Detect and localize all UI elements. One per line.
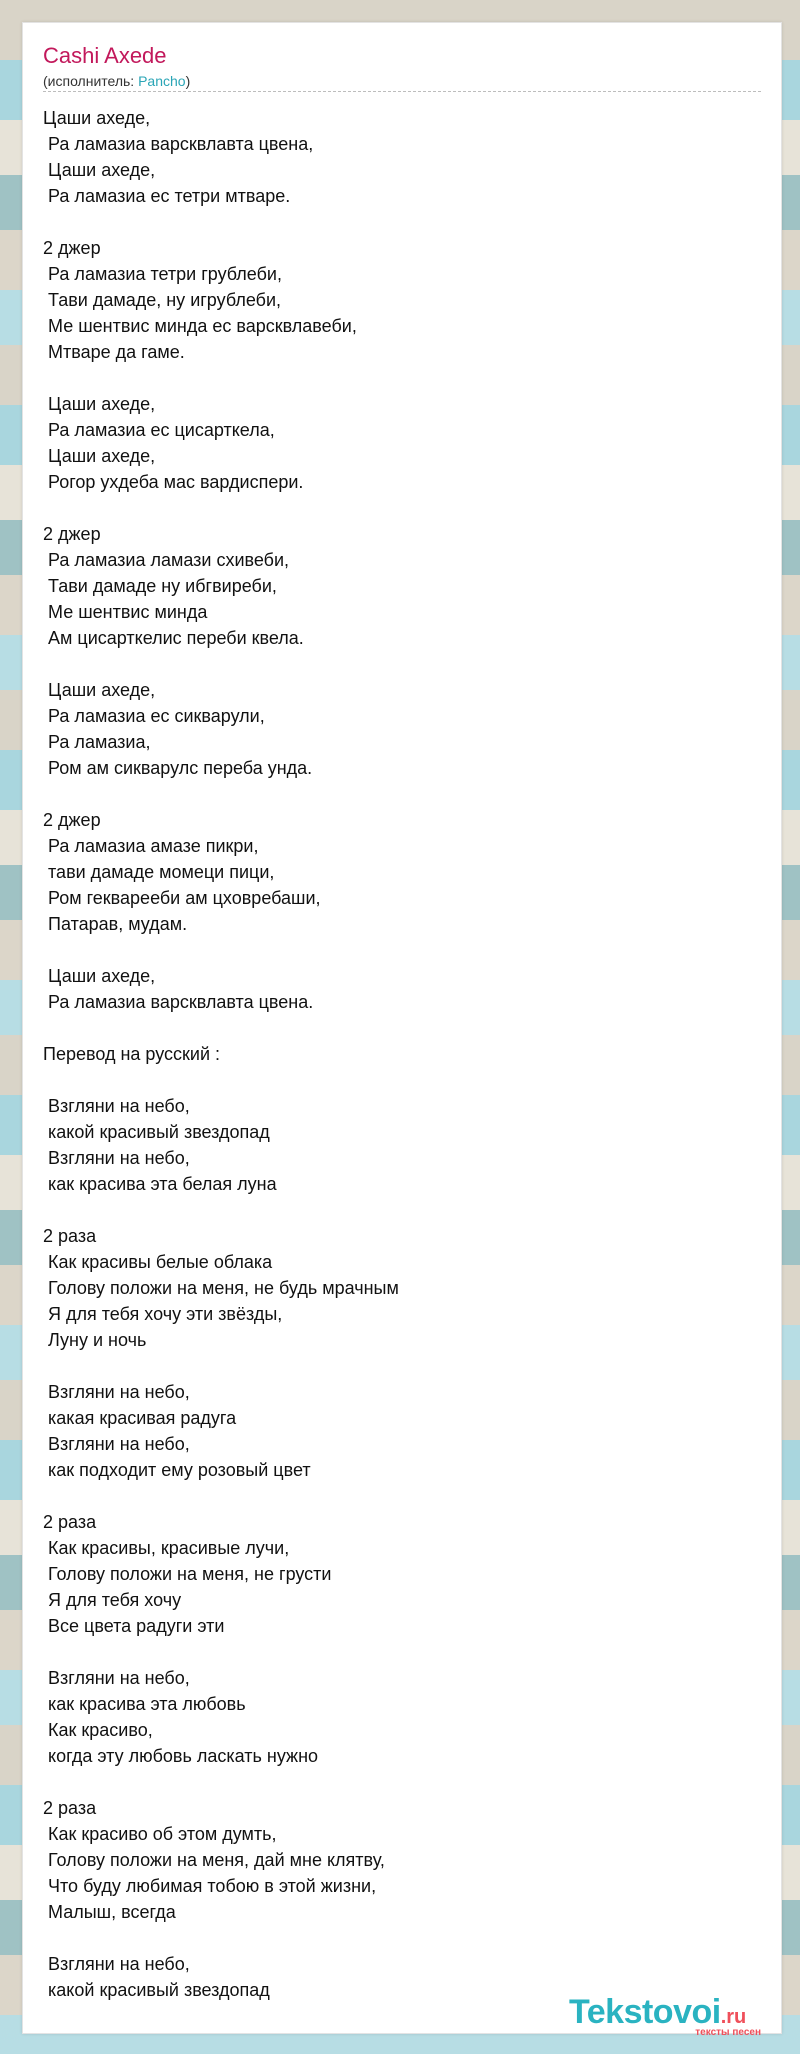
logo-tagline: тексты песен [695, 2027, 761, 2038]
logo-main-text: Tekstovoi [569, 1993, 721, 2031]
logo-suffix-text: .ru [720, 2006, 747, 2028]
artist-prefix: (исполнитель: [43, 73, 139, 89]
lyrics-text: Цаши ахеде, Ра ламазиа варсквлавта цвена, Цаши ахеде, Ра ламазиа ес тетри мтваре. 2 джер Ра ламазиа тетри грублеби, Тави дамаде, ну игрублеби, Ме шентвис минда ес варсквлавеби, Мтваре да гаме. Цаши ахеде, Ра ламазиа ес цисарткела, Цаши ахеде, Рогор ухдеба мас вардиспери. 2 джер Ра ламазиа ламази схивеби, Тави дамаде ну ибгвиреби, Ме шентвис минда Ам цисарткелис переби квела. Цаши ахеде, Ра ламазиа ес сикварули, Ра ламазиа, Ром ам сикварулс переба унда. 2 джер Ра ламазиа амазе пикри, тави дамаде момеци пици, Ром гекварееби ам цховребаши, Патарав, мудам. Цаши ахеде, Ра ламазиа варсквлавта цвена. Перевод на русский : Взгляни на небо, какой красивый звездопад Взгляни на небо, как красива эта белая луна 2 раза Как красивы белые облака Голову положи на меня, не будь мрачным Я для тебя хочу эти звёзды, Луну и ночь Взгляни на небо, какая красивая радуга Взгляни на небо, как подходит ему розовый цвет 2 раза Как красивы, красивые лучи, Голову положи на меня, не грусти Я для тебя хочу Все цвета радуги эти Взгляни на небо, как красива эта любовь Как красиво, когда эту любовь ласкать нужно 2 раза Как красиво об этом думть, Голову положи на меня, дай мне клятву, Что буду любимая тобою в этой жизни, Малыш, всегда Взгляни на небо, какой красивый звездопад [43, 108, 399, 2000]
song-title: Cashi Axede [43, 43, 167, 68]
lyrics-card [22, 22, 782, 2038]
site-logo[interactable] [569, 1993, 779, 2037]
artist-line [43, 73, 190, 89]
title-divider [43, 91, 761, 92]
artist-link[interactable]: Pancho [138, 73, 186, 89]
artist-suffix: ) [185, 73, 191, 89]
